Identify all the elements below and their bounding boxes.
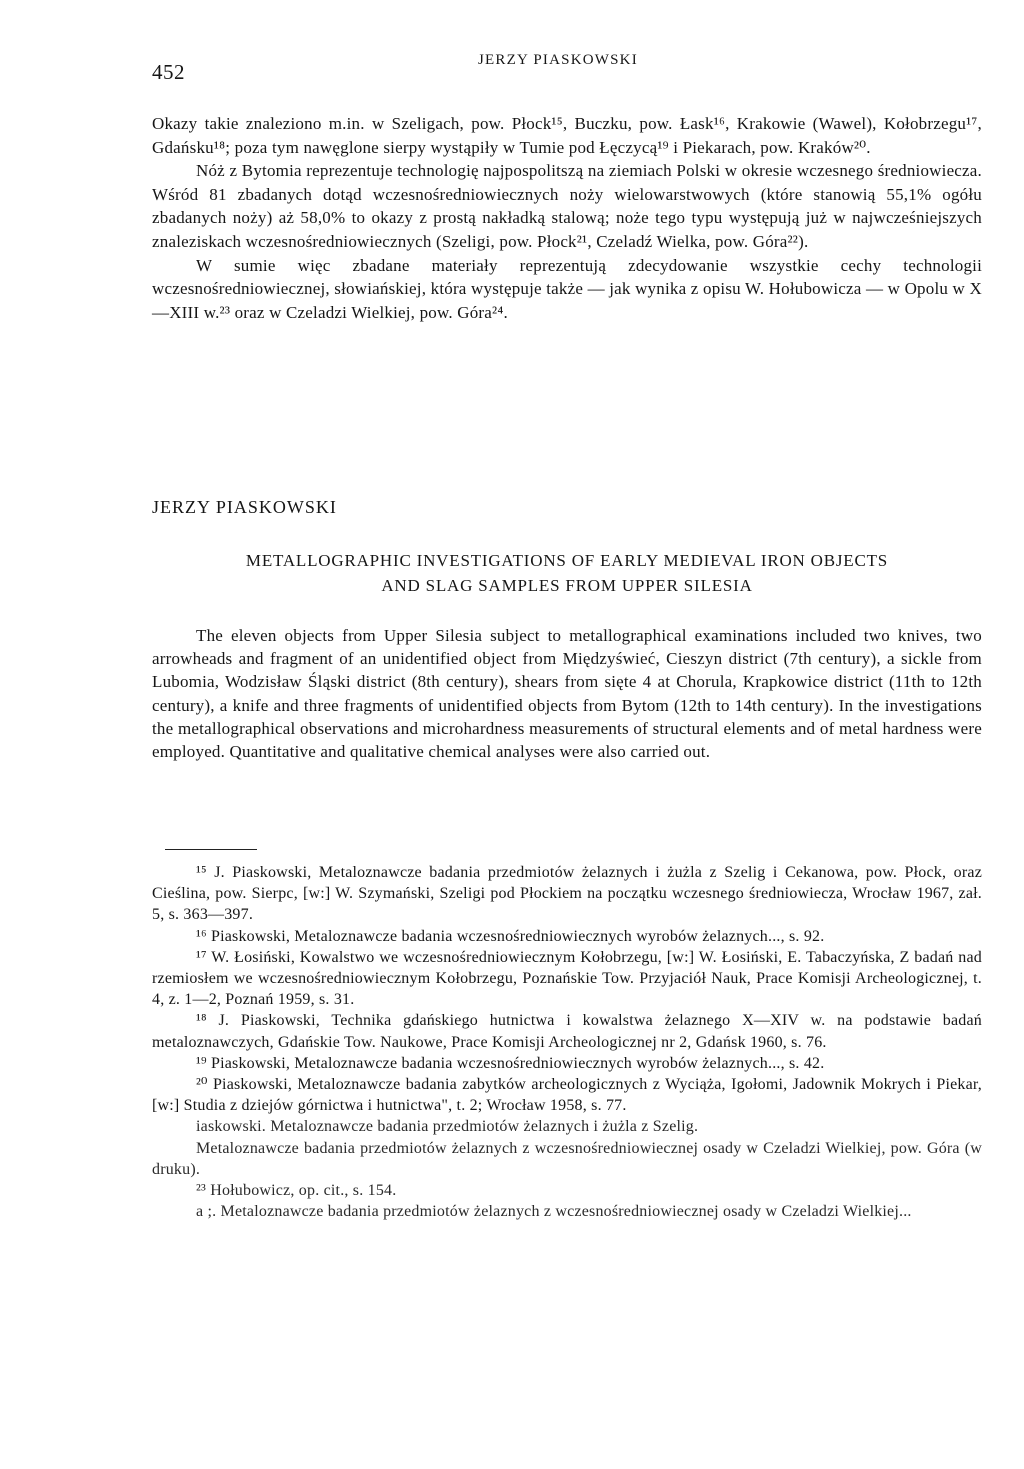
footnotes — [152, 862, 982, 1222]
footnote-24: a ;. Metaloznawcze badania przedmiotów żelaznych z wczesnośredniowiecznej osady w Czeladzi Wielkiej... — [196, 1203, 912, 1221]
footnote-15: ¹⁵ J. Piaskowski, Metaloznawcze badania przedmiotów żelaznych i żużla z Szelig i Cekanowa, pow. Płock, oraz Cieślina, pow. Sierpc, [w:] W. Szymański, Szeligi pod Płockiem na początku wczesnego średniowiecza, Wrocław 1967, zał. 5, s. 363—397. — [152, 864, 982, 924]
running-head: JERZY PIASKOWSKI — [478, 52, 638, 68]
footnote-19: ¹⁹ Piaskowski, Metaloznawcze badania wczesnośredniowiecznych wyrobów żelaznych..., s. 42. — [196, 1054, 825, 1072]
footnote-22: Metaloznawcze badania przedmiotów żelaznych z wczesnośredniowiecznej osady w Czeladzi Wielkiej, pow. Góra (w druku). — [152, 1139, 982, 1178]
summary-title — [152, 548, 982, 598]
main-text — [152, 112, 982, 324]
summary-paragraph: The eleven objects from Upper Silesia subject to metallographical examinations included two knives, two arrowheads and fragment of an unidentified object from Międzyświeć, Cieszyn district (7th century), a sickle from Lubomia, Wodzisław Śląski district (8th century), shears from sięte 4 at Chorula, Krapkowice district (11th to 12th century), a knife and three fragments of unidentified objects from Bytom (12th to 14th century). In the investigations the metallographical observations and microhardness measurements of structural elements and of metal hardness were employed. Quantitative and qualitative chemical analyses were also carried out. — [152, 626, 982, 762]
footnote-21: iaskowski. Metaloznawcze badania przedmiotów żelaznych i żużla z Szelig. — [196, 1118, 699, 1136]
page-number: 452 — [152, 60, 185, 84]
summary-title-line-2: AND SLAG SAMPLES FROM UPPER SILESIA — [381, 576, 753, 595]
paragraph-2: Nóż z Bytomia reprezentuje technologię najpospolitszą na ziemiach Polski w okresie wczesnego średniowiecza. Wśród 81 zbadanych dotąd wczesnośredniowiecznych noży wielowarstwowych (które stanowią 55,1% ogółu zbadanych noży) aż 58,0% to okazy z prostą nakładką stalową; noże tego typu występują już w najwcześniejszych znaleziskach wczesnośredniowiecznych (Szeligi, pow. Płock²¹, Czeladź Wielka, pow. Góra²²). — [152, 161, 982, 251]
footnote-16: ¹⁶ Piaskowski, Metaloznawcze badania wczesnośredniowiecznych wyrobów żelaznych..., s. 92. — [196, 927, 825, 945]
footnote-20: ²⁰ Piaskowski, Metaloznawcze badania zabytków archeologicznych z Wyciąża, Igołomi, Jadownik Mokrych i Piekar, [w:] Studia z dziejów górnictwa i hutnictwa", t. 2; Wrocław 1958, s. 77. — [152, 1076, 982, 1115]
footnote-18: ¹⁸ J. Piaskowski, Technika gdańskiego hutnictwa i kowalstwa żelaznego X—XIV w. na podstawie badań metaloznawczych, Gdańskie Tow. Naukowe, Prace Komisji Archeologicznej nr 2, Gdańsk 1960, s. 76. — [152, 1012, 982, 1051]
paragraph-3: W sumie więc zbadane materiały reprezentują zdecydowanie wszystkie cechy technologii wczesnośredniowiecznej, słowiańskiej, która występuje także — jak wynika z opisu W. Hołubowicza — w Opolu w X—XIII w.²³ oraz w Czeladzi Wielkiej, pow. Góra²⁴. — [152, 255, 982, 322]
summary-body — [152, 624, 982, 763]
summary-author: JERZY PIASKOWSKI — [152, 497, 337, 517]
footnote-23: ²³ Hołubowicz, op. cit., s. 154. — [196, 1182, 397, 1200]
paragraph-1: Okazy takie znaleziono m.in. w Szeligach, pow. Płock¹⁵, Buczku, pow. Łask¹⁶, Krakowie (Wawel), Kołobrzegu¹⁷, Gdańsku¹⁸; poza tym nawęglone sierpy wystąpiły w Tumie pod Łęczycą¹⁹ i Piekarach, pow. Kraków²⁰. — [152, 114, 982, 157]
footnote-17: ¹⁷ W. Łosiński, Kowalstwo we wczesnośredniowiecznym Kołobrzegu, [w:] W. Łosiński, E. Tabaczyńska, Z badań nad rzemiosłem we wczesnośredniowiecznym Kołobrzegu, Poznańskie Tow. Przyjaciół Nauk, Prace Komisji Archeologicznej, t. 4, z. 1—2, Poznań 1959, s. 31. — [152, 948, 982, 1009]
footnote-separator — [165, 849, 257, 850]
summary-title-line-1: METALLOGRAPHIC INVESTIGATIONS OF EARLY MEDIEVAL IRON OBJECTS — [245, 551, 889, 570]
